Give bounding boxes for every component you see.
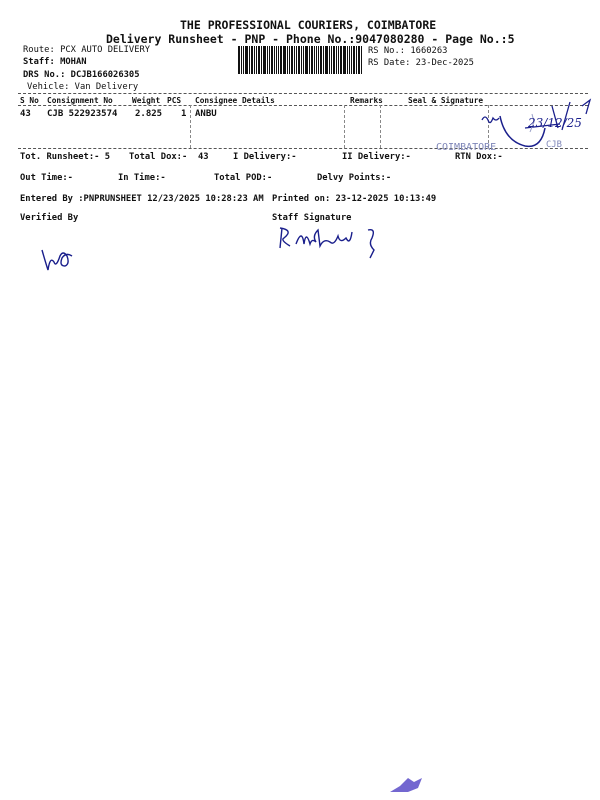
out-time: Out Time:- xyxy=(20,173,73,183)
barcode-bar xyxy=(331,46,332,74)
rs-number: RS No.: 1660263 xyxy=(368,46,448,56)
barcode-bar xyxy=(263,46,266,74)
drs-number: DRS No.: DCJB166026305 xyxy=(23,70,140,80)
barcode-bar xyxy=(276,46,277,74)
route-label: Route: PCX AUTO DELIVERY xyxy=(23,45,151,55)
barcode-bar xyxy=(349,46,350,74)
row-consignment-no: CJB 522923574 xyxy=(47,109,118,119)
barcode-bar xyxy=(361,46,362,74)
barcode-bar xyxy=(325,46,328,74)
barcode-bar xyxy=(358,46,360,74)
vehicle-label: Vehicle: Van Delivery xyxy=(27,82,139,92)
rs-date: RS Date: 23-Dec-2025 xyxy=(368,58,474,68)
barcode-bar xyxy=(343,46,346,74)
col-header-weight: Weight xyxy=(132,96,161,105)
barcode-bar xyxy=(305,46,308,74)
tot-runsheet: Tot. Runsheet:- 5 xyxy=(20,152,111,162)
barcode-bar xyxy=(353,46,355,74)
total-dox-label: Total Dox:- xyxy=(129,152,188,162)
col-divider-remarks xyxy=(344,105,345,148)
barcode xyxy=(238,46,364,74)
ii-delivery: II Delivery:- xyxy=(342,152,411,162)
i-delivery: I Delivery:- xyxy=(233,152,297,162)
total-pod: Total POD:- xyxy=(214,173,273,183)
barcode-bar xyxy=(314,46,315,74)
barcode-bar xyxy=(311,46,313,74)
col-header-consignee: Consignee Details xyxy=(195,96,275,105)
barcode-bar xyxy=(340,46,342,74)
in-time: In Time:- xyxy=(118,173,166,183)
barcode-bar xyxy=(356,46,357,74)
table-top-rule xyxy=(18,93,588,94)
barcode-bar xyxy=(278,46,279,74)
barcode-bar xyxy=(336,46,337,74)
total-dox-value: 43 xyxy=(198,152,209,162)
col-divider-seal xyxy=(380,105,381,148)
barcode-bar xyxy=(298,46,300,74)
runsheet-title: Delivery Runsheet - PNP - Phone No.:9047080280 - Page No.:5 xyxy=(106,32,515,46)
barcode-bar xyxy=(329,46,330,74)
barcode-bar xyxy=(309,46,310,74)
barcode-bar xyxy=(254,46,255,74)
row-pcs: 1 xyxy=(181,109,187,119)
col-header-pcs: PCS xyxy=(167,96,182,105)
barcode-bar xyxy=(291,46,293,74)
barcode-bar xyxy=(333,46,335,74)
col-header-sno: S No xyxy=(20,96,39,105)
signature-date: 23/12/25 xyxy=(528,116,582,130)
barcode-bar xyxy=(251,46,253,74)
barcode-bar xyxy=(243,46,244,74)
barcode-bar xyxy=(296,46,297,74)
stamp-text: COIMBATORE xyxy=(436,142,497,153)
barcode-bar xyxy=(274,46,275,74)
barcode-bar xyxy=(280,46,282,74)
barcode-bar xyxy=(320,46,322,74)
row-sno: 43 xyxy=(20,109,31,119)
barcode-bar xyxy=(287,46,288,74)
verified-by-label: Verified By xyxy=(20,213,79,223)
printed-on: Printed on: 23-12-2025 10:13:49 xyxy=(272,194,437,204)
barcode-bar xyxy=(269,46,270,74)
barcode-bar xyxy=(347,46,348,74)
barcode-bar xyxy=(258,46,260,74)
barcode-bar xyxy=(301,46,302,74)
barcode-bar xyxy=(249,46,250,74)
rtn-dox: RTN Dox:- xyxy=(455,152,503,162)
barcode-bar xyxy=(303,46,304,74)
barcode-bar xyxy=(256,46,257,74)
staff-label: Staff: MOHAN xyxy=(23,57,87,67)
barcode-bar xyxy=(316,46,317,74)
barcode-bar xyxy=(261,46,262,74)
row-consignee: ANBU xyxy=(195,109,217,119)
barcode-bar xyxy=(238,46,240,74)
staff-signature-label: Staff Signature xyxy=(272,213,352,223)
delvy-points: Delvy Points:- xyxy=(317,173,392,183)
verifier-signature xyxy=(38,234,78,274)
staff-signature xyxy=(276,222,396,262)
barcode-bar xyxy=(338,46,339,74)
row-weight: 2.825 xyxy=(135,109,163,119)
barcode-bar xyxy=(323,46,324,74)
col-header-seal: Seal & Signature xyxy=(408,96,484,105)
barcode-bar xyxy=(267,46,268,74)
barcode-bar xyxy=(241,46,242,74)
barcode-bar xyxy=(245,46,248,74)
company-name: THE PROFESSIONAL COURIERS, COIMBATORE xyxy=(180,18,437,32)
barcode-bar xyxy=(318,46,319,74)
barcode-bar xyxy=(294,46,295,74)
barcode-bar xyxy=(351,46,352,74)
col-divider-consignee xyxy=(190,105,191,148)
ink-mark xyxy=(388,776,428,796)
barcode-bar xyxy=(271,46,273,74)
col-header-remarks: Remarks xyxy=(350,96,383,105)
stamp-text-2: CJB xyxy=(546,140,562,150)
col-header-consignment: Consignment No xyxy=(47,96,113,105)
barcode-bar xyxy=(289,46,290,74)
entered-by: Entered By :PNPRUNSHEET 12/23/2025 10:28:23 AM xyxy=(20,194,264,204)
barcode-bar xyxy=(283,46,286,74)
